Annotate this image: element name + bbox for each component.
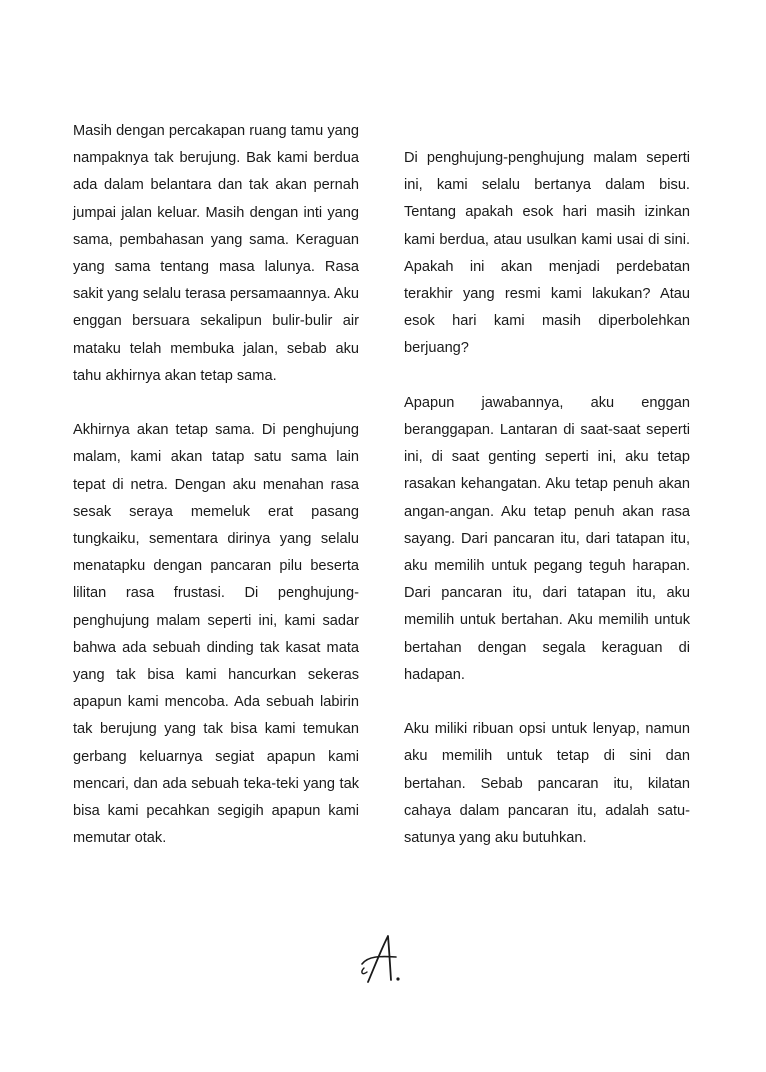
paragraph: Aku miliki ribuan opsi untuk lenyap, namun aku memilih untuk tetap di sini dan bertahan. Sebab pancaran itu, kilatan cahaya dalam pancaran itu, adalah satu-satunya yang aku butuhkan. — [404, 721, 690, 847]
signature-mark — [358, 930, 408, 986]
paragraph: Masih dengan percakapan ruang tamu yang nampaknya tak berujung. Bak kami berdua ada dalam belantara dan tak akan pernah jumpai jalan keluar. Masih dengan inti yang sama, pembahasan yang sama. Keraguan yang sama tentang masa lalunya. Rasa sakit yang selalu terasa persamaannya. Aku enggan bersuara sekalipun bulir-bulir air mataku telah membuka jalan, sebab aku tahu akhirnya akan tetap sama. — [73, 123, 359, 384]
right-column — [404, 145, 690, 852]
paragraph: Akhirnya akan tetap sama. Di penghujung malam, kami akan tatap satu sama lain tepat di netra. Dengan aku menahan rasa sesak seraya memeluk erat pasang tungkaiku, sementara dirinya yang selalu menatapku dengan pancaran pilu beserta lilitan rasa frustasi. Di penghujung-penghujung malam seperti ini, kami sadar bahwa ada sebuah dinding tak kasat mata yang tak bisa kami hancurkan sekeras apapun kami mencoba. Ada sebuah labirin tak berujung yang tak bisa kami temukan gerbang keluarnya segiat apapun kami mencari, dan ada sebuah teka-teki yang tak bisa kami pecahkan segigih apapun kami memutar otak. — [73, 422, 359, 847]
paragraph: Di penghujung-penghujung malam seperti ini, kami selalu bertanya dalam bisu. Tentang apakah esok hari masih izinkan kami berdua, atau usulkan kami usai di sini. Apakah ini akan menjadi perdebatan terakhir yang resmi kami lakukan? Atau esok hari kami masih diperbolehkan berjuang? — [404, 150, 690, 357]
signature — [358, 930, 408, 986]
left-column — [73, 118, 359, 852]
paragraph: Apapun jawabannya, aku enggan beranggapan. Lantaran di saat-saat seperti ini, di saat genting seperti ini, aku tetap rasakan kehangatan. Aku tetap penuh akan angan-angan. Aku tetap penuh akan rasa sayang. Dari pancaran itu, dari tatapan itu, aku memilih untuk pegang teguh harapan. Dari pancaran itu, dari tatapan itu, aku memilih untuk bertahan. Aku memilih untuk bertahan dengan segala keraguan di hadapan. — [404, 394, 690, 683]
